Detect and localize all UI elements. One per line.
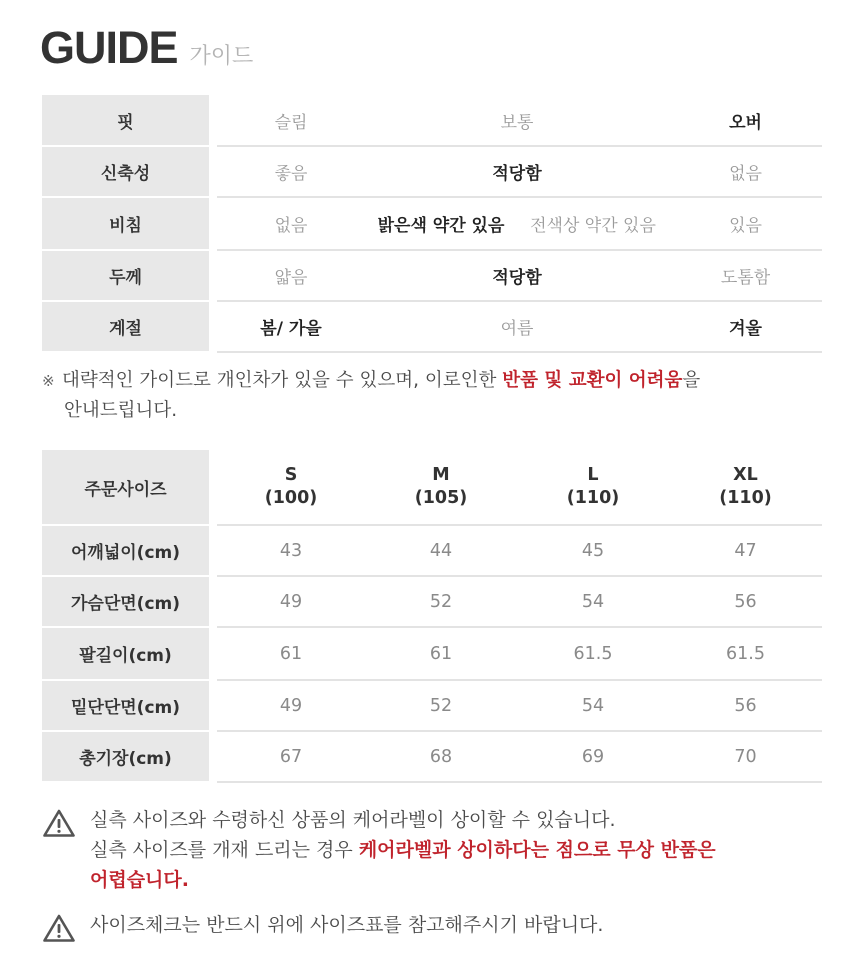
size-code: (110) xyxy=(566,488,620,508)
size-value: 54 xyxy=(517,680,669,731)
size-column-header xyxy=(365,450,517,525)
warning-line2 xyxy=(90,835,716,865)
size-value: 52 xyxy=(365,576,517,627)
size-value: 45 xyxy=(517,525,669,576)
size-value: 44 xyxy=(365,525,517,576)
care-label-warning xyxy=(42,805,832,895)
guide-cell: 도톰함 xyxy=(669,250,822,301)
notice-highlight: 반품 및 교환이 어려움 xyxy=(502,370,683,391)
guide-cell: 보통 xyxy=(365,95,669,146)
notice-line2: 안내드립니다. xyxy=(64,400,178,421)
size-name: S xyxy=(284,465,298,485)
guide-cell: 없음 xyxy=(213,197,365,250)
guide-cell: 좋음 xyxy=(213,146,365,197)
guide-row-fit xyxy=(42,95,822,146)
guide-cell-selected: 적당함 xyxy=(365,250,669,301)
size-value: 61.5 xyxy=(517,627,669,680)
guide-row-label: 비침 xyxy=(42,197,213,250)
guide-cell: 없음 xyxy=(669,146,822,197)
guide-cell-selected: 적당함 xyxy=(365,146,669,197)
guide-cell-selected: 밝은색 약간 있음 xyxy=(365,197,517,250)
reference-mark-icon: ※ xyxy=(42,372,55,390)
size-row-label: 어깨넓이(cm) xyxy=(42,525,213,576)
warning-text xyxy=(90,805,716,895)
guide-table xyxy=(42,95,822,353)
size-column-header xyxy=(517,450,669,525)
size-name: L xyxy=(587,465,599,485)
size-row-label: 밑단단면(cm) xyxy=(42,680,213,731)
guide-row-label: 신축성 xyxy=(42,146,213,197)
size-row-sleeve xyxy=(42,627,822,680)
size-row-label: 가슴단면(cm) xyxy=(42,576,213,627)
title-sub: 가이드 xyxy=(189,44,254,69)
warning-line2-text: 실측 사이즈를 개재 드리는 경우 xyxy=(90,839,359,861)
size-row-length xyxy=(42,731,822,782)
guide-row-label: 두께 xyxy=(42,250,213,301)
guide-cell: 얇음 xyxy=(213,250,365,301)
size-column-header xyxy=(669,450,822,525)
size-column-header xyxy=(213,450,365,525)
guide-cell-selected: 겨울 xyxy=(669,301,822,352)
size-value: 67 xyxy=(213,731,365,782)
notice-text-after: 을 xyxy=(682,370,701,391)
size-row-label: 팔길이(cm) xyxy=(42,627,213,680)
size-table xyxy=(42,450,822,783)
size-check-warning xyxy=(42,910,832,943)
size-value: 56 xyxy=(669,576,822,627)
size-code: (110) xyxy=(719,488,772,508)
warning-triangle-icon xyxy=(42,808,76,838)
size-value: 61.5 xyxy=(669,627,822,680)
size-value: 43 xyxy=(213,525,365,576)
guide-row-season xyxy=(42,301,822,352)
size-value: 68 xyxy=(365,731,517,782)
size-row-chest xyxy=(42,576,822,627)
size-value: 69 xyxy=(517,731,669,782)
size-name: M xyxy=(432,465,450,485)
guide-cell: 있음 xyxy=(669,197,822,250)
warning-line3: 어렵습니다. xyxy=(90,869,189,891)
size-value: 49 xyxy=(213,576,365,627)
guide-cell: 전색상 약간 있음 xyxy=(517,197,669,250)
warning-triangle-icon xyxy=(42,913,76,943)
size-value: 47 xyxy=(669,525,822,576)
size-value: 56 xyxy=(669,680,822,731)
size-value: 61 xyxy=(365,627,517,680)
size-header-label: 주문사이즈 xyxy=(42,450,213,525)
size-code: (105) xyxy=(414,488,468,508)
notice-text: 대략적인 가이드로 개인차가 있을 수 있으며, 이로인한 xyxy=(62,370,503,391)
guide-cell-selected: 봄/ 가을 xyxy=(213,301,365,352)
size-row-hem xyxy=(42,680,822,731)
title-main: GUIDE xyxy=(40,22,178,73)
size-name: XL xyxy=(733,465,758,485)
guide-row-label: 핏 xyxy=(42,95,213,146)
guide-notice xyxy=(42,366,832,426)
page-title xyxy=(40,22,253,72)
size-value: 54 xyxy=(517,576,669,627)
guide-cell: 여름 xyxy=(365,301,669,352)
guide-row-elasticity xyxy=(42,146,822,197)
guide-row-label: 계절 xyxy=(42,301,213,352)
size-row-shoulder xyxy=(42,525,822,576)
warning-line1: 실측 사이즈와 수령하신 상품의 케어라벨이 상이할 수 있습니다. xyxy=(90,809,616,831)
guide-row-sheerness xyxy=(42,197,822,250)
size-header-row xyxy=(42,450,822,525)
warning-text: 사이즈체크는 반드시 위에 사이즈표를 참고해주시기 바랍니다. xyxy=(90,914,604,936)
size-value: 70 xyxy=(669,731,822,782)
size-value: 61 xyxy=(213,627,365,680)
size-row-label: 총기장(cm) xyxy=(42,731,213,782)
size-code: (100) xyxy=(264,488,318,508)
guide-cell: 슬림 xyxy=(213,95,365,146)
warning-highlight: 케어라벨과 상이하다는 점으로 무상 반품은 xyxy=(358,839,716,861)
guide-row-thickness xyxy=(42,250,822,301)
guide-cell-selected: 오버 xyxy=(669,95,822,146)
size-value: 49 xyxy=(213,680,365,731)
size-value: 52 xyxy=(365,680,517,731)
